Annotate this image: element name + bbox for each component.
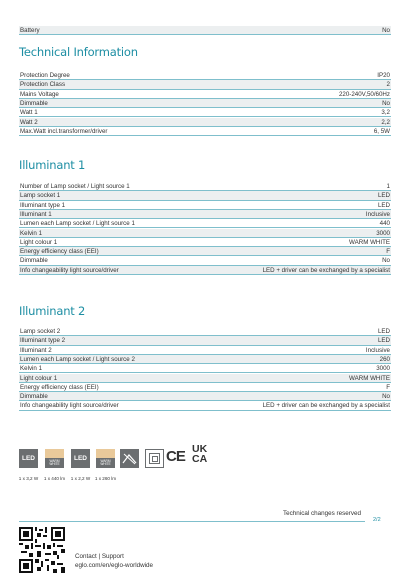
- row-label: Watt 1: [20, 109, 38, 117]
- pictogram-icon: [120, 449, 139, 468]
- row-value: 440: [379, 220, 390, 228]
- section-title-technical-information: Technical Information: [19, 45, 138, 59]
- icon-caption: 1 x 440 lm: [43, 476, 66, 481]
- icon-caption: 1 x 3,2 W: [18, 476, 39, 481]
- table-row: [19, 355, 391, 364]
- row-value: LED: [377, 328, 390, 335]
- row-value: 2: [386, 81, 390, 89]
- table-row: [19, 392, 391, 401]
- warm-white-icon-2: [96, 449, 115, 468]
- table-row: [19, 210, 391, 219]
- row-value: 260: [379, 355, 390, 363]
- row-label: Illuminant type 1: [20, 201, 66, 209]
- row-value: 2,2: [381, 118, 390, 126]
- led-label: LED: [22, 455, 35, 462]
- led-icon: [19, 449, 38, 468]
- row-value: 3,2: [381, 109, 390, 117]
- table-row: [19, 327, 391, 336]
- row-label: Energy efficiency class (EEI): [20, 383, 99, 391]
- row-value: Inclusive: [365, 346, 390, 354]
- row-value: F: [386, 383, 390, 391]
- row-value: 220-240V,50/60Hz: [338, 90, 390, 98]
- warm-white-label: WARM WHITE: [49, 458, 60, 466]
- table-row: [19, 401, 391, 410]
- section-title-illuminant-2: Illuminant 2: [19, 304, 86, 318]
- row-label: Kelvin 1: [20, 365, 43, 373]
- icon-caption: 1 x 260 lm: [94, 476, 117, 481]
- table-row: [19, 336, 391, 345]
- row-label: Lamp socket 1: [20, 192, 61, 200]
- row-label: Info changeability light source/driver: [20, 266, 119, 274]
- no-outdoor-icon: [120, 449, 139, 468]
- row-label: Light colour 1: [20, 374, 58, 382]
- row-value: IP20: [377, 72, 390, 79]
- row-value: 3000: [376, 365, 390, 373]
- footer-divider: [19, 521, 365, 522]
- row-label: Mains Voltage: [20, 90, 59, 98]
- row-value: LED: [377, 201, 390, 209]
- row-label: Dimmable: [20, 99, 48, 107]
- warm-white-icon: [45, 449, 64, 468]
- row-label: Lamp socket 2: [20, 328, 61, 335]
- row-label: Energy efficiency class (EEI): [20, 248, 99, 256]
- row-label: Lumen each Lamp socket / Light source 2: [20, 355, 135, 363]
- page-number: 2/2: [373, 517, 381, 523]
- table-row-battery: [19, 26, 391, 35]
- row-value: 6, 5W: [373, 127, 390, 135]
- row-label: Battery: [20, 27, 40, 34]
- table-row: [19, 99, 391, 108]
- row-value: 1: [386, 183, 390, 190]
- row-value: LED + driver can be exchanged by a specialist: [262, 266, 390, 274]
- row-label: Lumen each Lamp socket / Light source 1: [20, 220, 135, 228]
- warm-white-label-2: WARM WHITE: [100, 458, 111, 466]
- table-row: [19, 201, 391, 210]
- row-value: F: [386, 248, 390, 256]
- row-value: No: [382, 257, 390, 265]
- row-value: LED + driver can be exchanged by a specialist: [262, 402, 390, 410]
- row-label: Protection Class: [20, 81, 66, 89]
- row-label: Info changeability light source/driver: [20, 402, 119, 410]
- ukca-mark-icon: UK CA: [192, 443, 208, 465]
- table-row: [19, 383, 391, 392]
- row-label: Dimmable: [20, 257, 48, 265]
- row-label: Number of Lamp socket / Light source 1: [20, 183, 130, 190]
- row-value: No: [382, 99, 390, 107]
- row-value: No: [382, 27, 390, 34]
- table-row: [19, 80, 391, 89]
- table-row: [19, 118, 391, 127]
- led-icon-2: [71, 449, 90, 468]
- qr-code-icon: [19, 527, 65, 573]
- row-label: Max.Watt incl.transformer/driver: [20, 127, 108, 135]
- protection-class-2-icon: [145, 449, 164, 468]
- contact-support-title: Contact | Support: [75, 553, 124, 560]
- table-row: [19, 266, 391, 275]
- row-label: Watt 2: [20, 118, 38, 126]
- table-row: [19, 191, 391, 200]
- row-label: Illuminant 1: [20, 210, 52, 218]
- section-title-illuminant-1: Illuminant 1: [19, 158, 86, 172]
- icon-caption: 1 x 2,2 W: [70, 476, 91, 481]
- table-row: [19, 238, 391, 247]
- row-label: Illuminant 2: [20, 346, 52, 354]
- table-row: [19, 374, 391, 383]
- row-value: 3000: [376, 229, 390, 237]
- row-value: LED: [377, 337, 390, 345]
- row-value: Inclusive: [365, 210, 390, 218]
- ce-mark-icon: CE: [166, 448, 185, 465]
- row-value: WARM WHITE: [348, 238, 390, 246]
- table-row: [19, 247, 391, 256]
- table-row: [19, 182, 391, 191]
- table-row: [19, 71, 391, 80]
- table-row: [19, 219, 391, 228]
- row-value: WARM WHITE: [348, 374, 390, 382]
- row-label: Light colour 1: [20, 238, 58, 246]
- table-row: [19, 364, 391, 373]
- table-row: [19, 127, 391, 136]
- led-label-2: LED: [74, 455, 87, 462]
- table-row: [19, 256, 391, 265]
- contact-url[interactable]: eglo.com/en/eglo-worldwide: [75, 562, 154, 569]
- table-row: [19, 346, 391, 355]
- row-value: No: [382, 393, 390, 401]
- table-row: [19, 229, 391, 238]
- row-label: Illuminant type 2: [20, 337, 66, 345]
- table-row: [19, 90, 391, 99]
- row-label: Protection Degree: [20, 72, 70, 79]
- technical-changes-note: Technical changes reserved: [283, 510, 362, 517]
- table-row: [19, 108, 391, 117]
- row-label: Kelvin 1: [20, 229, 43, 237]
- row-value: LED: [377, 192, 390, 200]
- row-label: Dimmable: [20, 393, 48, 401]
